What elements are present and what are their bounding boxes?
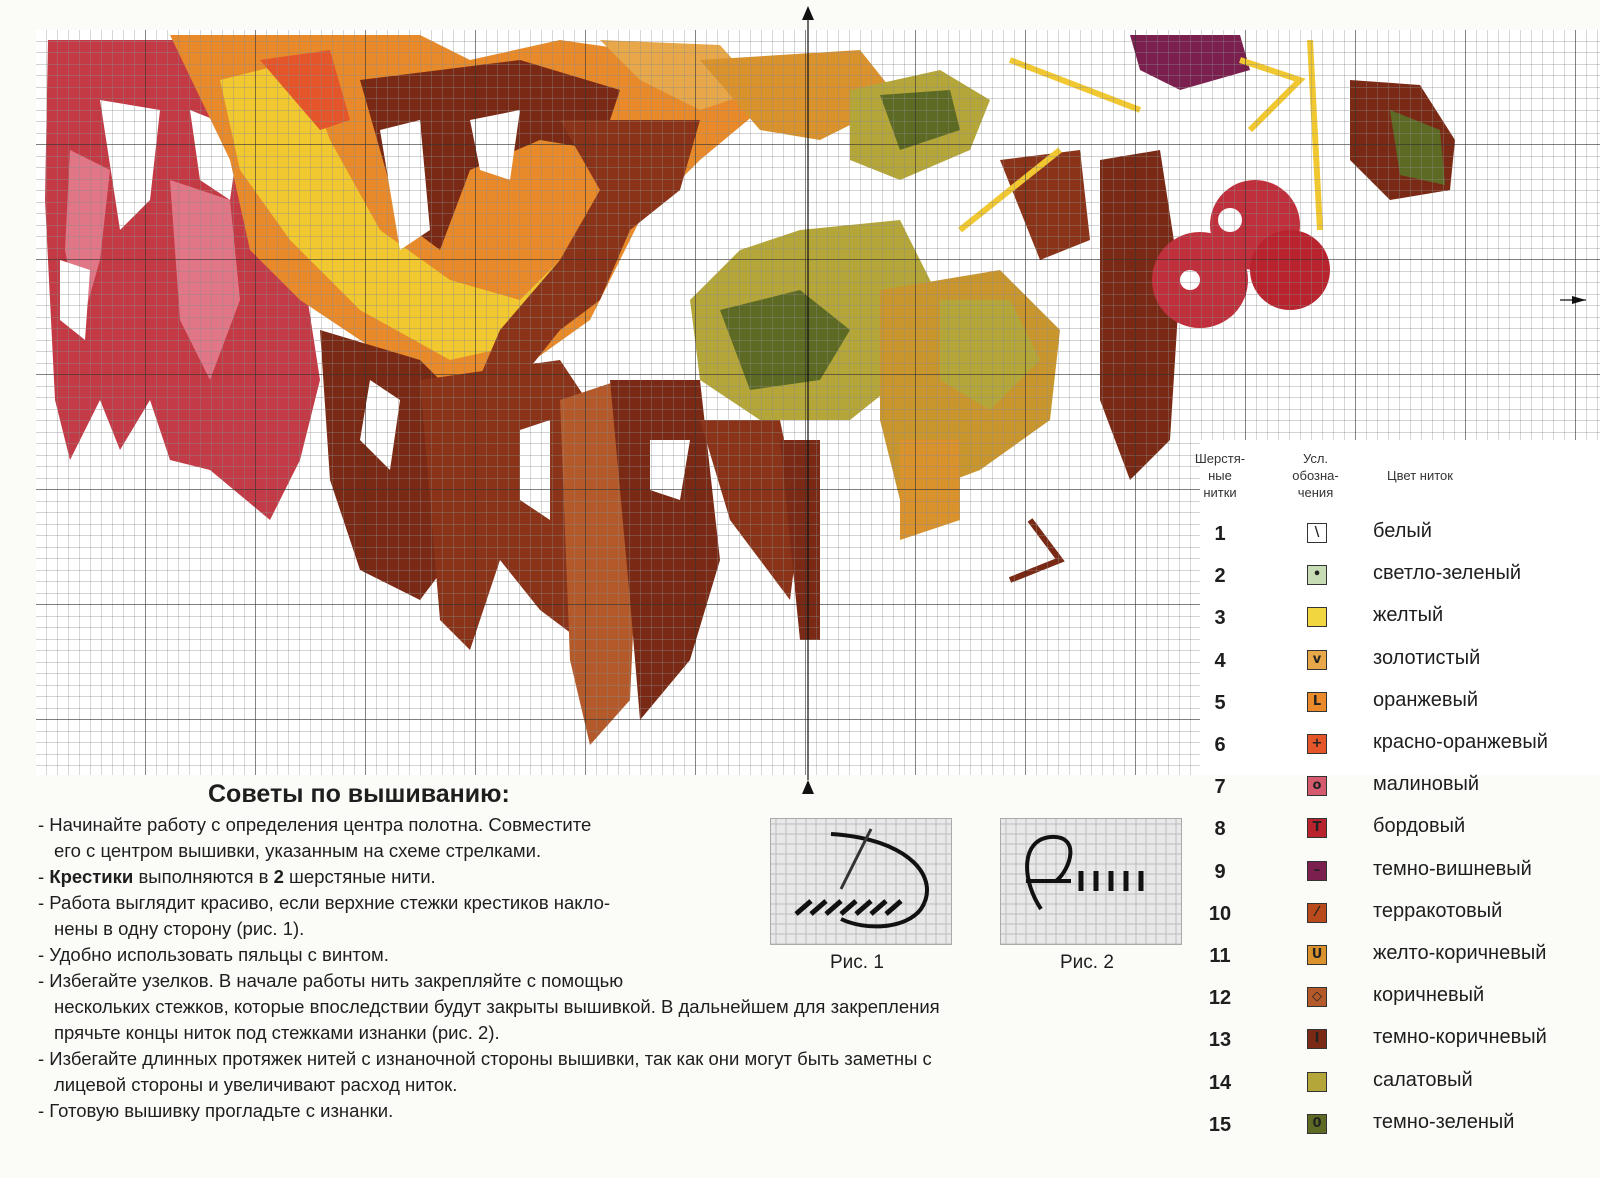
legend-row bbox=[1190, 810, 1600, 850]
legend-row bbox=[1190, 557, 1600, 597]
legend-row bbox=[1190, 726, 1600, 766]
legend-row bbox=[1190, 1106, 1600, 1146]
tip-mid: выполняются в bbox=[133, 866, 274, 887]
legend-swatch: v bbox=[1307, 650, 1327, 670]
legend-swatch bbox=[1307, 607, 1327, 627]
legend-swatch: 0 bbox=[1307, 1114, 1327, 1134]
legend-number: 11 bbox=[1209, 945, 1231, 967]
legend-row bbox=[1190, 937, 1600, 977]
legend-header-symbols: Усл. обозна- чения bbox=[1292, 451, 1339, 500]
legend-number: 12 bbox=[1208, 987, 1232, 1010]
tip-line: - Готовую вышивку прогладьте с изнанки. bbox=[38, 1100, 394, 1121]
legend-swatch: \ bbox=[1307, 523, 1327, 543]
legend-row bbox=[1190, 768, 1600, 808]
tip-line: лицевой стороны и увеличивают расход ниток. bbox=[54, 1074, 458, 1095]
figure-1-caption: Рис. 1 bbox=[830, 952, 884, 973]
tip-line: - Удобно использовать пяльцы с винтом. bbox=[38, 944, 389, 965]
tip-item bbox=[38, 968, 1158, 1046]
tips-title: Советы по вышиванию: bbox=[208, 780, 510, 808]
legend-color-name: малиновый bbox=[1373, 773, 1480, 796]
tip-line: - Начинайте работу с определения центра полотна. Совместите bbox=[38, 814, 592, 835]
tip-line: нескольких стежков, которые впоследствии будут закрыты вышивкой. В дальнейшем для закрепления bbox=[54, 996, 940, 1017]
legend-row bbox=[1190, 1021, 1600, 1061]
legend-number: 10 bbox=[1208, 902, 1232, 925]
legend-color-name: красно-оранжевый bbox=[1373, 731, 1548, 753]
legend-row bbox=[1190, 1064, 1600, 1104]
legend-row bbox=[1190, 853, 1600, 893]
legend-swatch: ◇ bbox=[1307, 987, 1327, 1007]
legend-swatch: T bbox=[1307, 818, 1327, 838]
legend-color-name: желто-коричневый bbox=[1373, 942, 1547, 964]
tip-line: - Избегайте узелков. В начале работы нить закрепляйте с помощью bbox=[38, 970, 624, 991]
figure-2-caption: Рис. 2 bbox=[1060, 952, 1114, 973]
legend-swatch: o bbox=[1307, 776, 1327, 796]
legend-color-name: темно-вишневый bbox=[1373, 857, 1532, 880]
legend-number: 1 bbox=[1214, 523, 1226, 545]
tip-line: - Работа выглядит красиво, если верхние стежки крестиков накло- bbox=[38, 892, 611, 913]
center-arrow-top bbox=[802, 6, 814, 20]
legend-number: 15 bbox=[1208, 1113, 1232, 1136]
tip-item bbox=[38, 890, 1158, 942]
legend-number: 13 bbox=[1208, 1029, 1232, 1052]
legend-number: 8 bbox=[1214, 818, 1226, 841]
legend-color-name: светло-зеленый bbox=[1373, 562, 1522, 585]
tip-item bbox=[38, 942, 1158, 968]
legend-number: 9 bbox=[1214, 860, 1226, 883]
legend-row bbox=[1190, 515, 1600, 555]
tip-prefix: - bbox=[38, 866, 50, 887]
tip-line: нены в одну сторону (рис. 1). bbox=[54, 918, 305, 939]
legend-number: 4 bbox=[1214, 649, 1226, 672]
legend-color-name: салатовый bbox=[1373, 1068, 1473, 1091]
center-arrow-bottom bbox=[802, 780, 814, 794]
tip-line: его с центром вышивки, указанным на схеме стрелками. bbox=[54, 840, 542, 861]
legend-color-name: желтый bbox=[1373, 604, 1444, 627]
legend-color-name: темно-коричневый bbox=[1373, 1026, 1547, 1049]
legend-swatch: ⁄ bbox=[1307, 903, 1327, 923]
legend-number: 14 bbox=[1208, 1071, 1232, 1094]
tip-bold: Крестики bbox=[49, 866, 134, 887]
tip-bold-number: 2 bbox=[273, 866, 284, 887]
legend-color-name: белый bbox=[1373, 520, 1432, 542]
legend-number: 6 bbox=[1214, 734, 1226, 756]
legend-header-threads: Шерстя- ные нитки bbox=[1194, 451, 1246, 500]
tip-item bbox=[38, 812, 1158, 864]
legend-swatch bbox=[1307, 1072, 1327, 1092]
legend-color-name: коричневый bbox=[1373, 984, 1485, 1007]
legend-number: 5 bbox=[1214, 691, 1226, 714]
legend-swatch: L bbox=[1307, 692, 1327, 712]
legend-color-name: золотистый bbox=[1373, 646, 1481, 669]
legend-swatch: – bbox=[1307, 861, 1327, 881]
tip-line: прячьте концы ниток под стежками изнанки (рис. 2). bbox=[54, 1022, 500, 1043]
legend-row bbox=[1190, 895, 1600, 935]
legend-color-name: темно-зеленый bbox=[1373, 1110, 1515, 1133]
legend-row bbox=[1190, 599, 1600, 639]
tip-item bbox=[38, 864, 1158, 890]
tip-line: - Избегайте длинных протяжек нитей с изнаночной стороны вышивки, так как они могут быть заметны с bbox=[38, 1048, 932, 1069]
legend-swatch: • bbox=[1307, 565, 1327, 585]
tip-rest: шерстяные нити. bbox=[283, 866, 436, 887]
legend-color-name: оранжевый bbox=[1373, 688, 1479, 711]
legend-row bbox=[1190, 684, 1600, 724]
legend-number: 7 bbox=[1214, 776, 1226, 799]
legend-row bbox=[1190, 642, 1600, 682]
tip-item bbox=[38, 1098, 1158, 1124]
tips-list bbox=[38, 812, 1158, 1124]
legend-row bbox=[1190, 979, 1600, 1019]
figure-1-illustration bbox=[770, 818, 952, 945]
legend-number: 2 bbox=[1214, 565, 1226, 588]
legend-swatch: + bbox=[1307, 734, 1327, 754]
legend-number: 3 bbox=[1214, 607, 1226, 630]
figure-2-illustration bbox=[1000, 818, 1182, 945]
legend-color-name: терракотовый bbox=[1373, 899, 1503, 922]
legend-swatch: U bbox=[1307, 945, 1327, 965]
legend-swatch: I bbox=[1307, 1029, 1327, 1049]
tip-item bbox=[38, 1046, 1158, 1098]
legend-color-name: бордовый bbox=[1373, 815, 1466, 838]
legend-header-color: Цвет ниток bbox=[1387, 468, 1453, 483]
